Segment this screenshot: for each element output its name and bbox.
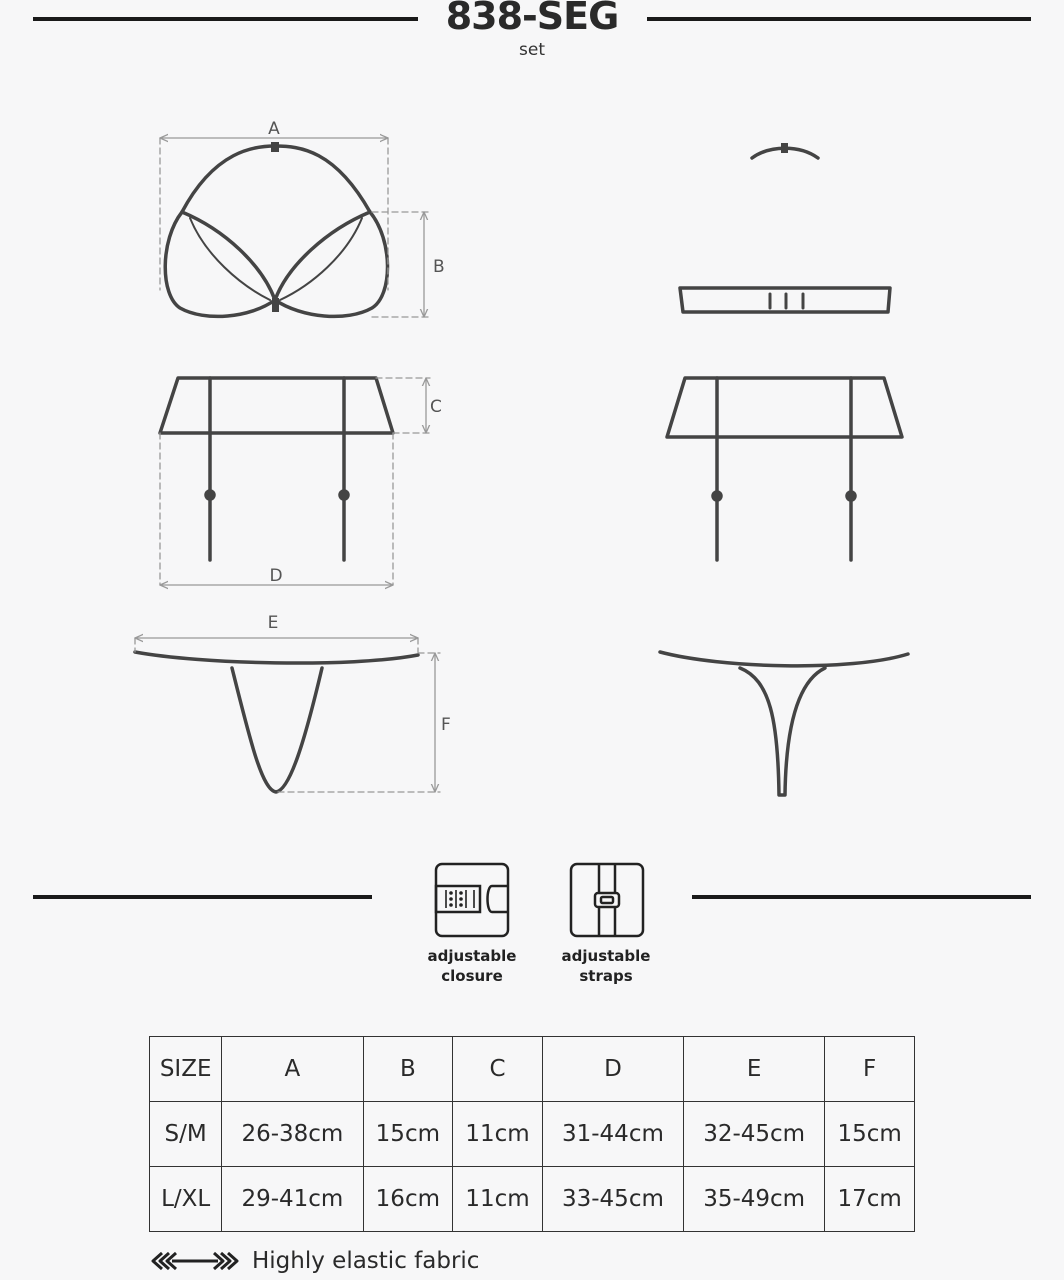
feature-closure-line2: closure bbox=[441, 967, 503, 985]
dimension-label-b: B bbox=[433, 257, 445, 277]
dimension-label-a: A bbox=[268, 119, 280, 139]
table-row bbox=[150, 1102, 915, 1167]
table-row bbox=[150, 1167, 915, 1232]
table-cell: 11cm bbox=[453, 1167, 543, 1232]
feature-closure-line1: adjustable bbox=[427, 947, 517, 965]
elastic-note bbox=[150, 1246, 479, 1276]
table-cell: 16cm bbox=[363, 1167, 453, 1232]
table-cell: L/XL bbox=[150, 1167, 222, 1232]
table-header-cell: E bbox=[684, 1037, 825, 1102]
table-cell: 35-49cm bbox=[684, 1167, 825, 1232]
table-cell: 32-45cm bbox=[684, 1102, 825, 1167]
table-header-cell: C bbox=[453, 1037, 543, 1102]
dimension-label-d: D bbox=[269, 566, 283, 586]
feature-label-straps bbox=[546, 946, 666, 986]
garter-dimension-lines bbox=[160, 378, 430, 585]
elastic-arrows-icon bbox=[150, 1250, 240, 1272]
feature-label-closure bbox=[412, 946, 532, 986]
feature-straps-line1: adjustable bbox=[561, 947, 651, 965]
product-subtitle: set bbox=[519, 40, 545, 60]
dimension-label-e: E bbox=[267, 613, 279, 633]
garter-belt-back-drawing bbox=[667, 378, 902, 560]
product-title: 838-SEG bbox=[445, 0, 619, 38]
table-cell: 31-44cm bbox=[542, 1102, 683, 1167]
dimension-label-f: F bbox=[441, 715, 451, 735]
features-rule-right bbox=[692, 895, 1031, 899]
table-cell: 17cm bbox=[825, 1167, 915, 1232]
table-cell: 15cm bbox=[825, 1102, 915, 1167]
table-cell: 11cm bbox=[453, 1102, 543, 1167]
thong-front-drawing bbox=[135, 652, 418, 792]
table-header-cell: D bbox=[542, 1037, 683, 1102]
thong-back-drawing bbox=[660, 652, 908, 795]
elastic-note-text: Highly elastic fabric bbox=[252, 1248, 480, 1274]
table-cell: 26-38cm bbox=[222, 1102, 363, 1167]
size-table bbox=[149, 1036, 915, 1232]
table-header-cell: F bbox=[825, 1037, 915, 1102]
table-header-cell: B bbox=[363, 1037, 453, 1102]
adjustable-straps-icon bbox=[569, 862, 645, 938]
table-header-row bbox=[150, 1037, 915, 1102]
bra-back-drawing bbox=[680, 143, 890, 312]
garter-belt-front-drawing bbox=[160, 378, 393, 560]
table-cell: 29-41cm bbox=[222, 1167, 363, 1232]
dimension-label-c: C bbox=[430, 397, 442, 417]
table-cell: 33-45cm bbox=[542, 1167, 683, 1232]
table-cell: S/M bbox=[150, 1102, 222, 1167]
table-header-cell: SIZE bbox=[150, 1037, 222, 1102]
features-rule-left bbox=[33, 895, 372, 899]
bra-dimension-lines bbox=[160, 138, 428, 317]
feature-straps-line2: straps bbox=[579, 967, 633, 985]
bra-front-drawing bbox=[165, 142, 387, 316]
adjustable-closure-icon bbox=[434, 862, 510, 938]
table-header-cell: A bbox=[222, 1037, 363, 1102]
thong-dimension-lines bbox=[135, 638, 440, 792]
table-cell: 15cm bbox=[363, 1102, 453, 1167]
